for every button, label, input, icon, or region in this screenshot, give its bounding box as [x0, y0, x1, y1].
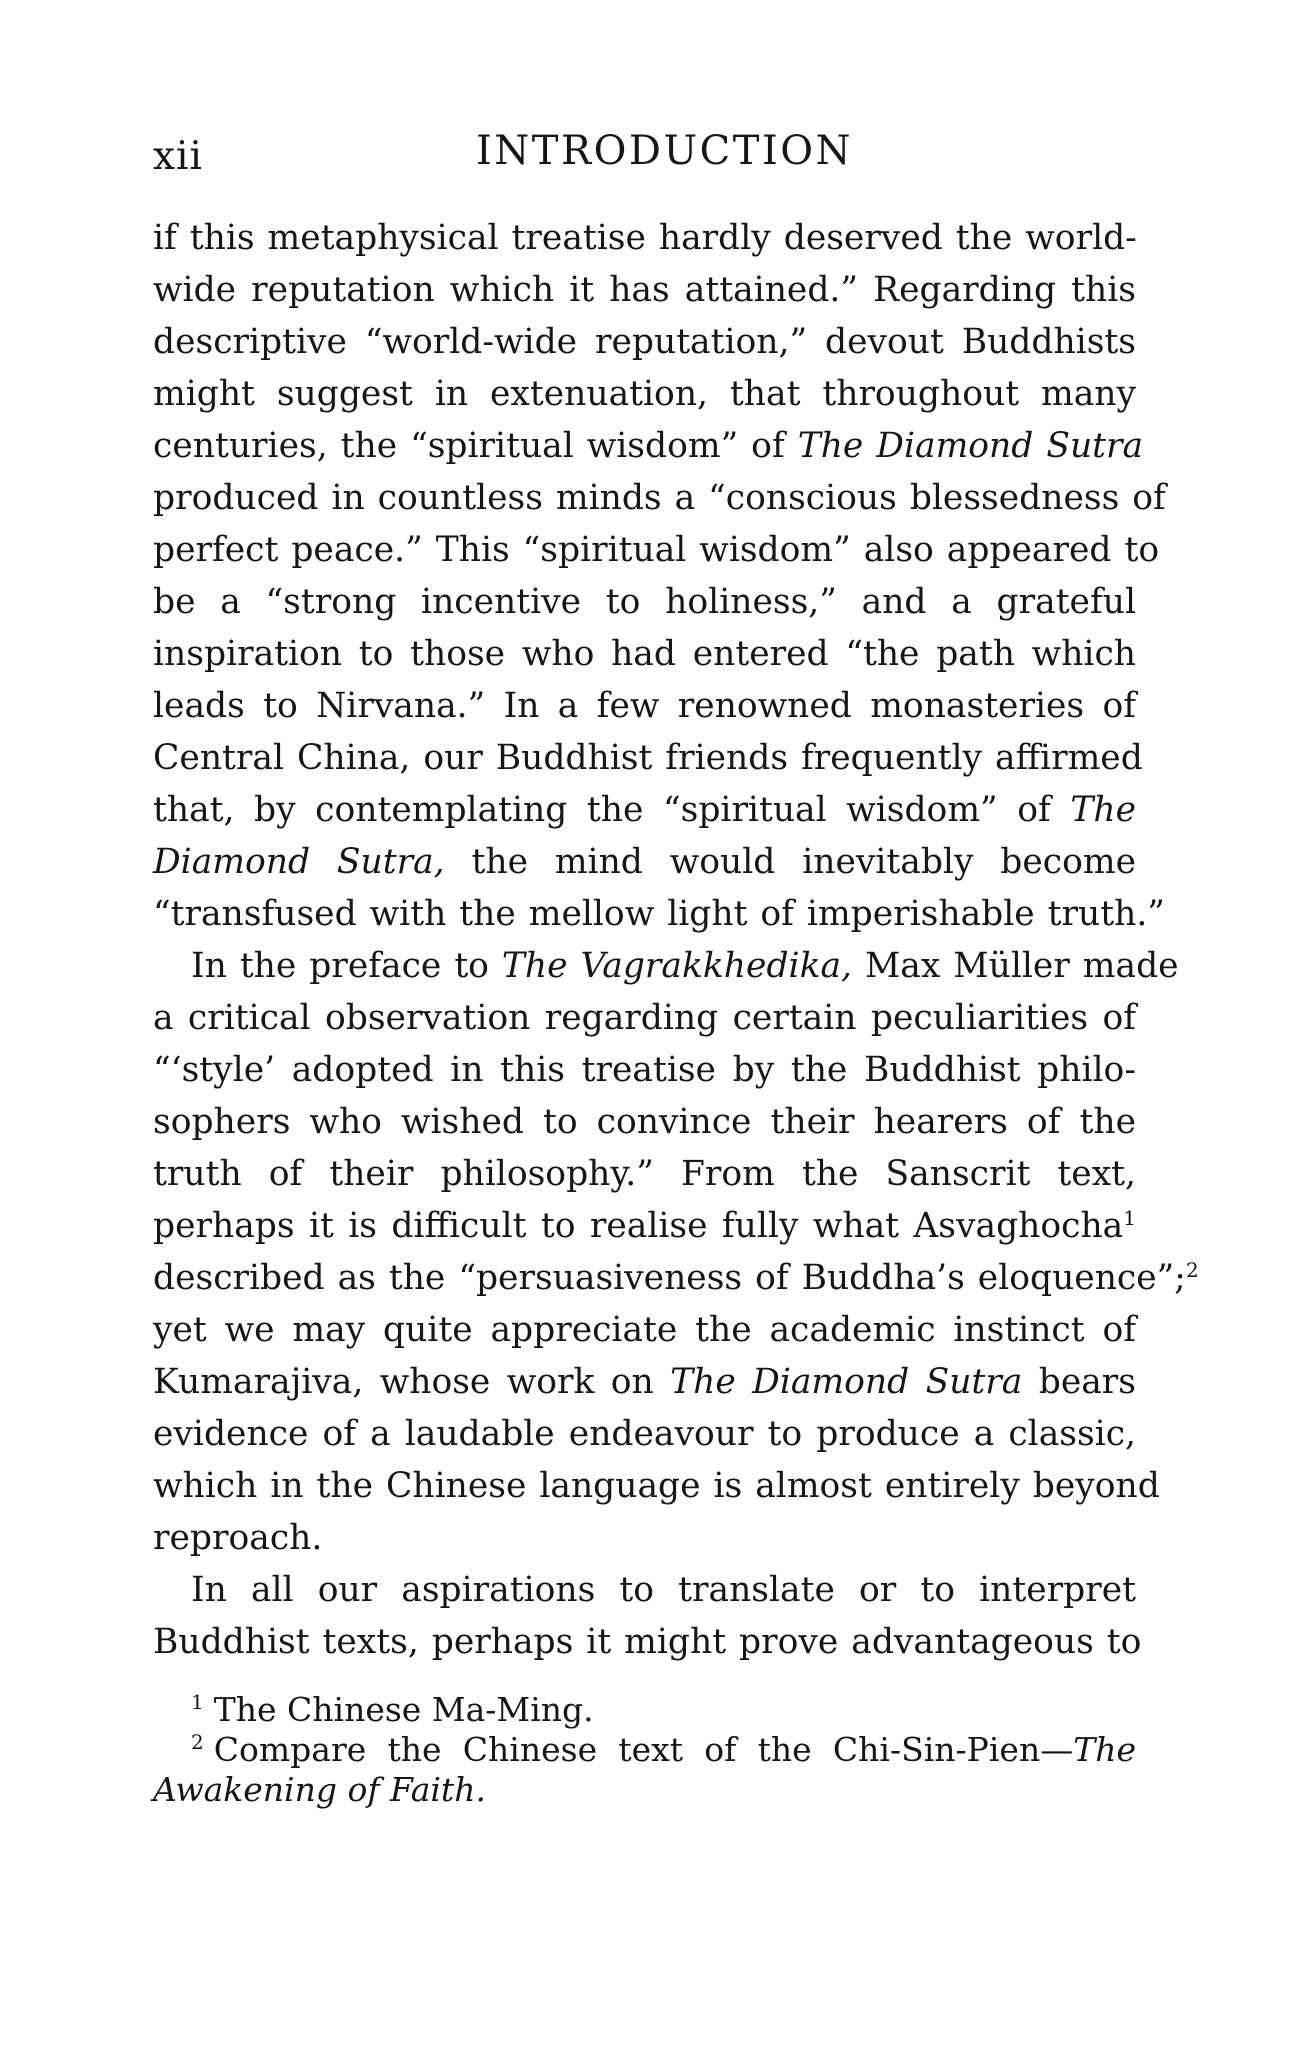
- text-line: [153, 784, 1136, 836]
- text-line: [153, 940, 1179, 992]
- footnote-marker: 2: [191, 1730, 204, 1754]
- text-line: Central China, our Buddhist friends frequently affirmed: [153, 738, 1143, 778]
- text-segment: described as the “persuasiveness of Buddha’s eloquence”;: [153, 1258, 1186, 1298]
- text-line: produced in countless minds a “conscious blessedness of: [153, 478, 1166, 518]
- text-line: perfect peace.” This “spiritual wisdom” also appeared to: [153, 530, 1160, 570]
- running-title: INTRODUCTION: [476, 128, 854, 174]
- footnote-2: [153, 1730, 1136, 1770]
- text-segment: perhaps it is difficult to realise fully what Asvaghocha: [153, 1206, 1124, 1246]
- text-line: [153, 1252, 1199, 1304]
- body-text: [153, 212, 1199, 1668]
- text-line: yet we may quite appreciate the academic instinct of: [153, 1310, 1136, 1350]
- text-segment: centuries, the “spiritual wisdom” of: [153, 426, 785, 466]
- footnote-text: Compare the Chinese text of the Chi-Sin-Pien—: [213, 1730, 1074, 1769]
- text-line: leads to Nirvana.” In a few renowned monasteries of: [153, 686, 1136, 726]
- text-line: Buddhist texts, perhaps it might prove advantageous to: [153, 1622, 1142, 1662]
- text-line: reproach.: [153, 1518, 323, 1558]
- italic-title: The: [1073, 1730, 1136, 1769]
- footnotes: [153, 1690, 1136, 1810]
- text-line: descriptive “world-wide reputation,” devout Buddhists: [153, 322, 1136, 362]
- text-line: [153, 1356, 1136, 1408]
- text-line: if this metaphysical treatise hardly deserved the world-: [153, 218, 1137, 258]
- text-line: a critical observation regarding certain peculiarities of: [153, 998, 1136, 1038]
- text-segment: that, by contemplating the “spiritual wisdom” of: [153, 790, 1051, 830]
- text-line: [153, 1200, 1136, 1252]
- text-line: [153, 420, 1144, 472]
- text-line: sophers who wished to convince their hearers of the: [153, 1102, 1136, 1142]
- footnote-marker: 1: [191, 1690, 204, 1714]
- italic-title: The Vagrakkhedika,: [501, 946, 853, 986]
- text-line: inspiration to those who had entered “the path which: [153, 634, 1136, 674]
- page-header: [153, 128, 1143, 188]
- text-segment: Max Müller made: [864, 946, 1179, 986]
- text-line: “‘style’ adopted in this treatise by the Buddhist philo-: [153, 1050, 1136, 1090]
- text-line: be a “strong incentive to holiness,” and a grateful: [153, 582, 1136, 622]
- italic-title: Diamond Sutra,: [153, 842, 445, 882]
- italic-title: The: [1070, 790, 1136, 830]
- footnote-ref: 2: [1185, 1258, 1199, 1282]
- footnote-1: [153, 1690, 1136, 1730]
- text-segment: Kumarajiva, whose work on: [153, 1362, 654, 1402]
- text-line: “transfused with the mellow light of imperishable truth.”: [153, 894, 1165, 934]
- text-segment: bears: [1038, 1362, 1137, 1402]
- text-segment: In the preface to: [191, 946, 489, 986]
- text-line: evidence of a laudable endeavour to produce a classic,: [153, 1414, 1136, 1454]
- text-line: which in the Chinese language is almost entirely beyond: [153, 1466, 1160, 1506]
- text-line: might suggest in extenuation, that throughout many: [153, 374, 1136, 414]
- text-segment: the mind would inevitably become: [471, 842, 1136, 882]
- text-line: wide reputation which it has attained.” Regarding this: [153, 270, 1136, 310]
- footnote-text: The Chinese Ma-Ming.: [213, 1690, 594, 1729]
- italic-title: The Diamond Sutra: [670, 1362, 1023, 1402]
- text-line: truth of their philosophy.” From the Sanscrit text,: [153, 1154, 1136, 1194]
- text-line: [153, 836, 1136, 888]
- page-number: xii: [153, 134, 203, 179]
- footnote-ref: 1: [1123, 1206, 1136, 1230]
- text-line: In all our aspirations to translate or to interpret: [191, 1570, 1136, 1610]
- italic-title: Awakening of Faith.: [153, 1770, 486, 1809]
- italic-title: The Diamond Sutra: [797, 426, 1144, 466]
- footnote-2-continued: [153, 1770, 1136, 1810]
